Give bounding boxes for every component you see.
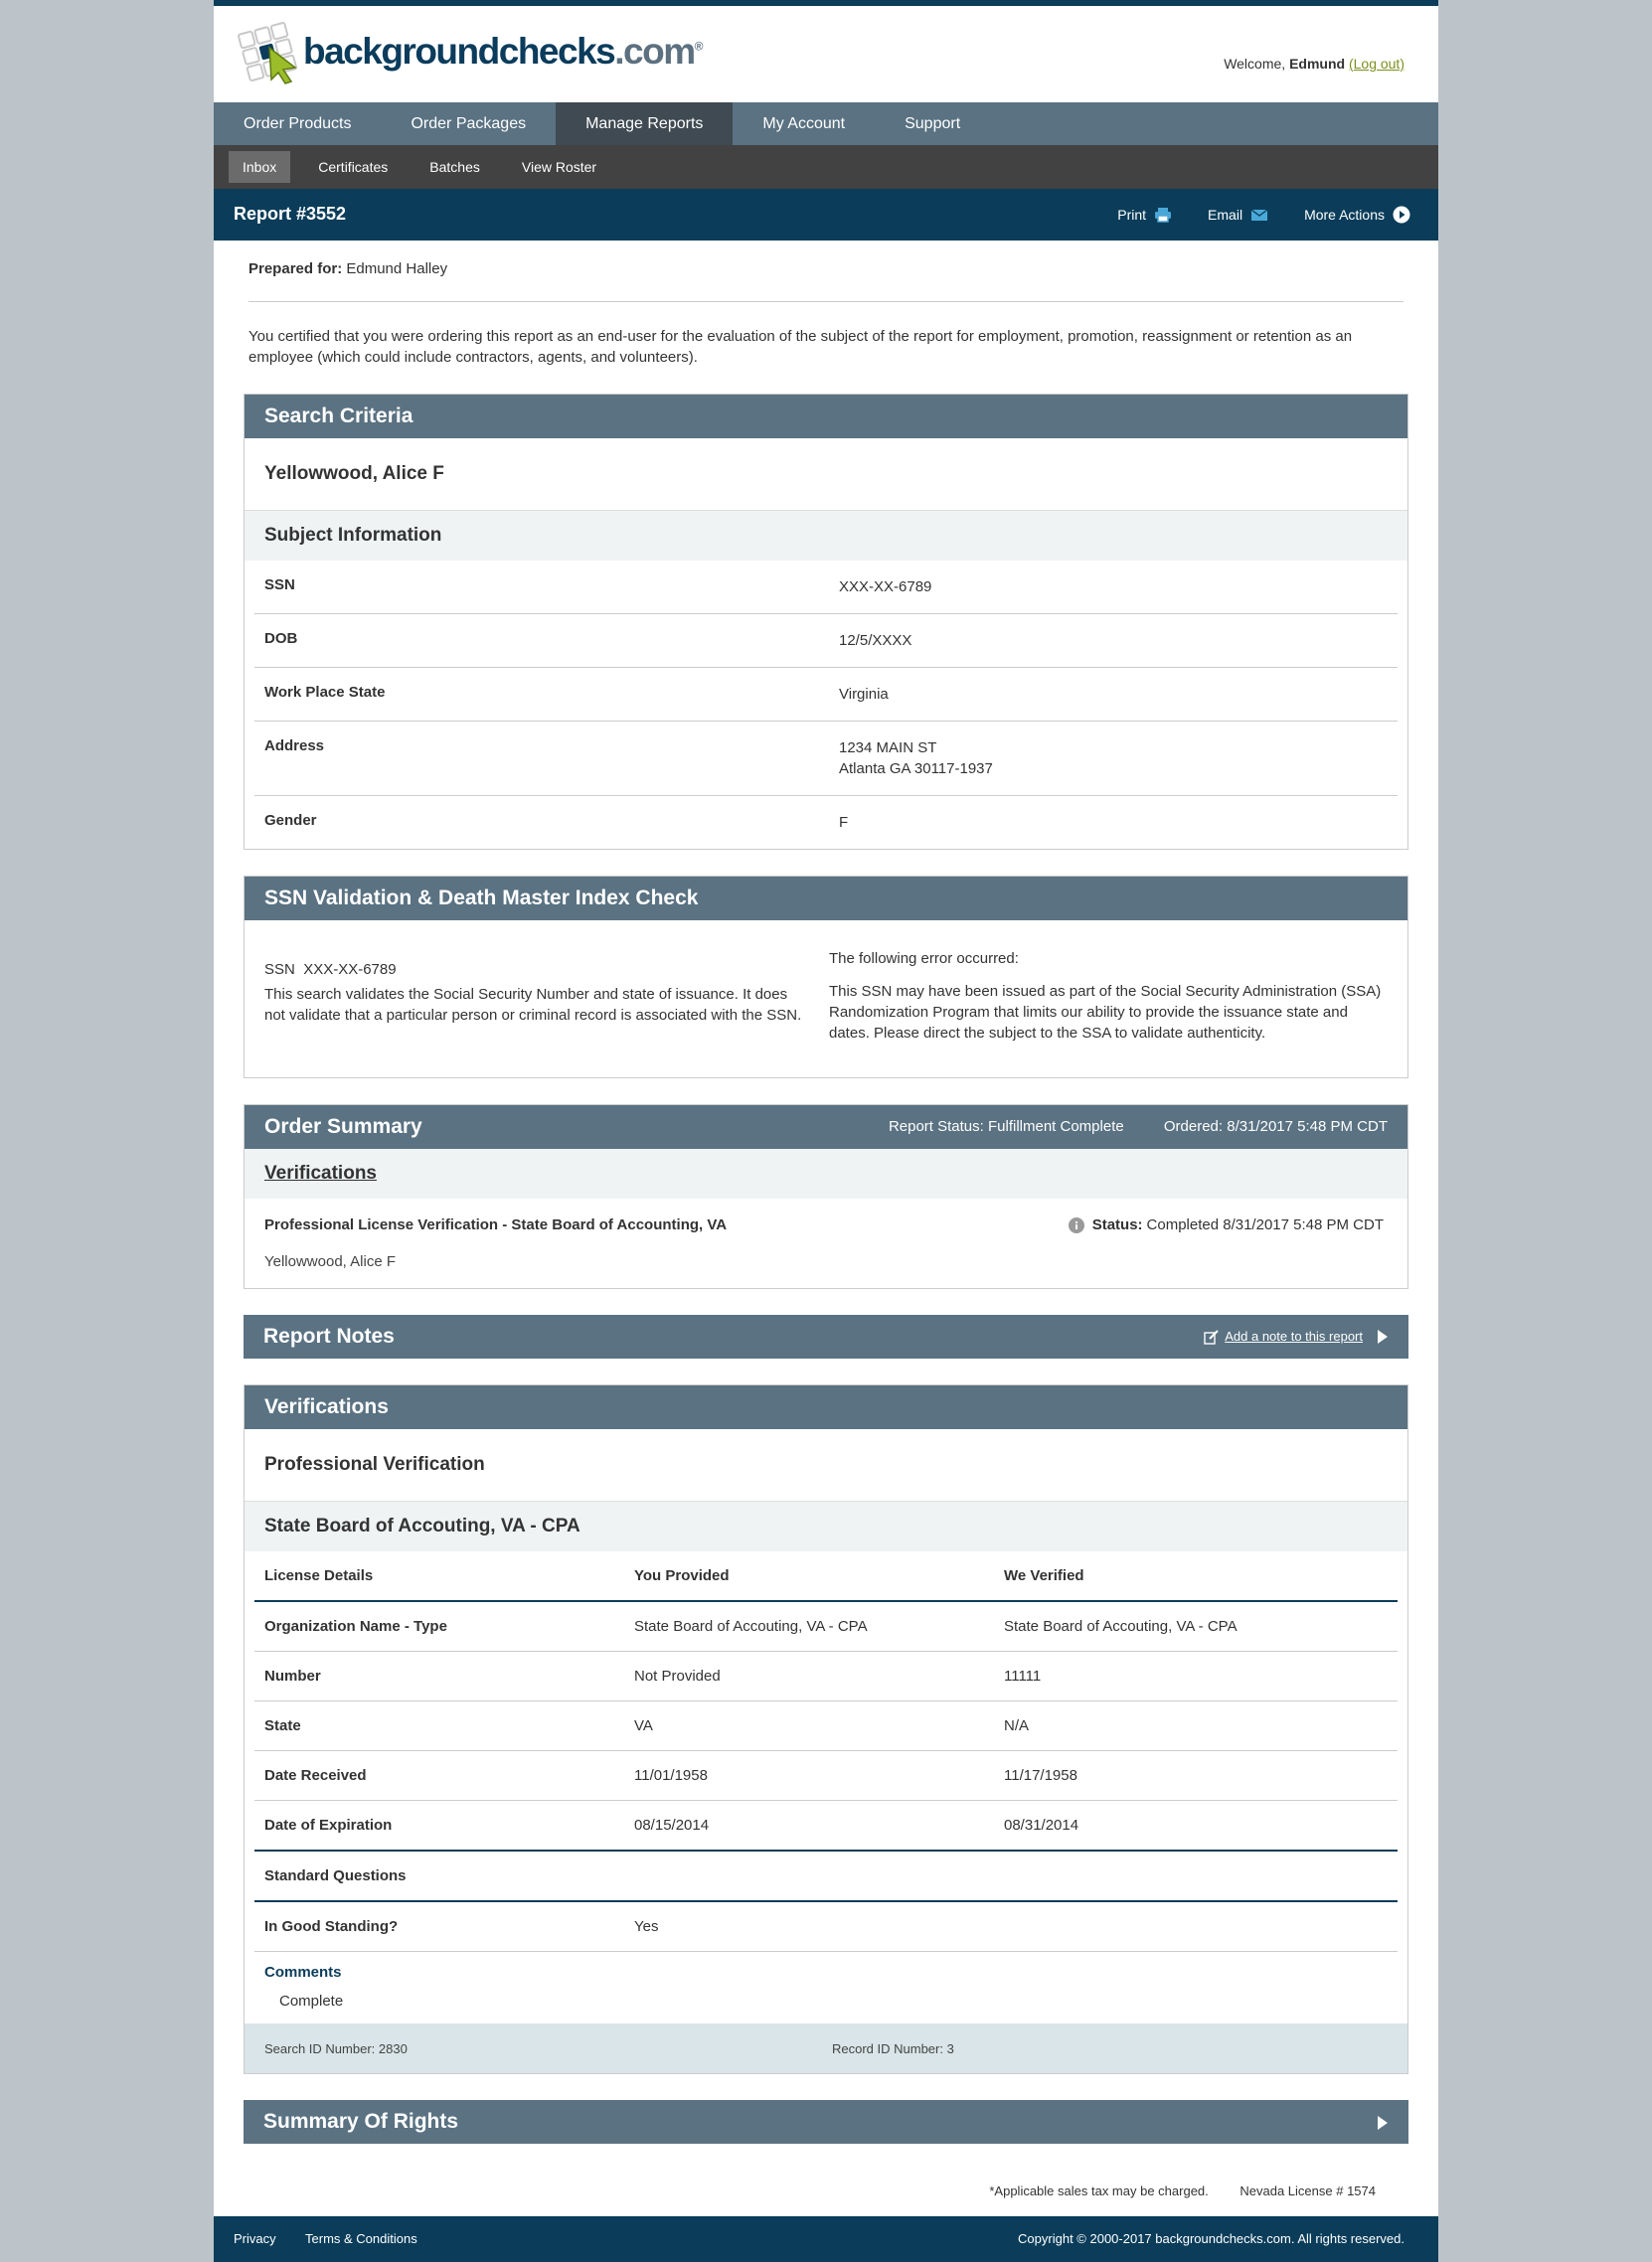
ssn-validation-panel (244, 876, 1408, 1078)
footer-links (234, 2231, 443, 2246)
address-line-1: 1234 MAIN ST (839, 739, 937, 756)
field-value: F (839, 814, 849, 831)
table-cell: Not Provided (634, 1668, 721, 1685)
order-summary-title: Order Summary (264, 1115, 422, 1138)
ssn-validation-header: SSN Validation & Death Master Index Check (245, 877, 1407, 920)
report-status: Report Status: Fulfillment Complete (888, 1118, 1124, 1135)
order-item-top (264, 1216, 1384, 1233)
copyright: Copyright © 2000-2017 backgroundchecks.com. All rights reserved. (1018, 2231, 1404, 2246)
order-item-subject: Yellowwood, Alice F (264, 1253, 397, 1270)
more-actions-button[interactable] (1304, 206, 1410, 224)
report-bar (214, 189, 1438, 241)
table-row (254, 1652, 1398, 1701)
good-standing-label: In Good Standing? (264, 1918, 399, 1935)
subject-row-gender (254, 796, 1398, 849)
edit-note-icon (1204, 1330, 1219, 1345)
prepared-for-name: Edmund Halley (346, 260, 448, 277)
nav-order-products[interactable]: Order Products (244, 115, 352, 132)
order-item (245, 1199, 1407, 1288)
record-id: Record ID Number: 3 (832, 2040, 954, 2056)
field-label: Gender (264, 812, 317, 829)
logo[interactable] (234, 18, 702, 85)
logo-registered-mark: ® (694, 39, 702, 54)
triangle-right-icon[interactable] (1377, 2115, 1389, 2131)
search-criteria-header: Search Criteria (245, 395, 1407, 438)
ids-bar (245, 2023, 1407, 2073)
table-header-row (254, 1551, 1398, 1602)
verifications-header: Verifications (245, 1385, 1407, 1429)
printer-icon (1154, 207, 1172, 223)
report-notes-title: Report Notes (263, 1325, 395, 1348)
table-cell: State (264, 1717, 301, 1734)
privacy-link[interactable]: Privacy (234, 2231, 276, 2246)
report-title: Report #3552 (234, 204, 347, 224)
email-button[interactable] (1208, 206, 1268, 224)
table-cell: VA (634, 1717, 653, 1734)
more-actions-label: More Actions (1304, 207, 1385, 223)
subject-row-ssn (254, 561, 1398, 614)
order-summary-panel (244, 1104, 1408, 1289)
ssn-value: XXX-XX-6789 (303, 961, 397, 978)
welcome-prefix: Welcome, (1224, 56, 1286, 72)
table-row (254, 1701, 1398, 1751)
order-item-name: Professional License Verification - State Board of Accounting, VA (264, 1216, 728, 1233)
summary-of-rights-title: Summary Of Rights (263, 2110, 459, 2133)
table-cell: Organization Name - Type (264, 1618, 447, 1635)
field-value (839, 737, 1388, 779)
tax-note: *Applicable sales tax may be charged. (989, 2183, 1209, 2198)
error-title: The following error occurred: (829, 950, 1019, 967)
nav-manage-reports[interactable]: Manage Reports (556, 102, 733, 145)
field-value: Virginia (839, 686, 889, 703)
column-header: We Verified (1004, 1567, 1084, 1584)
table-cell: Date Received (264, 1767, 367, 1784)
logo-main-text: backgroundchecks (303, 31, 615, 72)
verifications-subheader (245, 1149, 1407, 1199)
verifications-link[interactable]: Verifications (264, 1163, 377, 1184)
user-name: Edmund (1289, 56, 1346, 72)
column-header: You Provided (634, 1567, 730, 1584)
search-criteria-panel (244, 394, 1408, 850)
license-note: Nevada License # 1574 (1239, 2183, 1376, 2198)
table-cell: N/A (1004, 1717, 1030, 1734)
footer (214, 2216, 1438, 2262)
order-summary-header (245, 1105, 1407, 1149)
field-value: XXX-XX-6789 (839, 578, 932, 595)
logo-suffix-text: .com (614, 31, 695, 72)
table-row (254, 1801, 1398, 1852)
logo-icon (234, 18, 301, 85)
order-item-status (1069, 1216, 1384, 1233)
add-note-link[interactable]: Add a note to this report (1225, 1329, 1363, 1344)
license-table (254, 1551, 1398, 1952)
subnav-certificates[interactable]: Certificates (318, 159, 389, 175)
table-cell: 11/17/1958 (1004, 1767, 1077, 1784)
good-standing-value: Yes (634, 1918, 659, 1935)
header (214, 6, 1438, 102)
info-icon[interactable] (1069, 1217, 1084, 1233)
nav-support[interactable]: Support (905, 115, 961, 132)
table-cell: State Board of Accouting, VA - CPA (634, 1618, 868, 1635)
address-line-2: Atlanta GA 30117-1937 (839, 760, 993, 777)
logout-link[interactable]: (Log out) (1348, 56, 1404, 72)
board-title: State Board of Accouting, VA - CPA (245, 1502, 1407, 1551)
ssn-validation-right (829, 948, 1388, 1044)
field-value: 12/5/XXXX (839, 632, 912, 649)
nav-my-account[interactable]: My Account (762, 115, 846, 132)
subnav-batches[interactable]: Batches (429, 159, 480, 175)
subject-row-workplace-state (254, 668, 1398, 722)
envelope-icon (1250, 209, 1268, 222)
subject-row-dob (254, 614, 1398, 668)
table-cell: 11/01/1958 (634, 1767, 708, 1784)
ordered-date: Ordered: 8/31/2017 5:48 PM CDT (1163, 1118, 1388, 1135)
field-label: SSN (264, 576, 295, 593)
ssn-validation-description: This search validates the Social Security Number and state of issuance. It does not validate that a particular person or criminal record is associated with the SSN. (264, 986, 802, 1024)
report-notes-panel (244, 1315, 1408, 1359)
prepared-for-label: Prepared for: (248, 260, 343, 277)
standard-questions-row (254, 1852, 1398, 1902)
print-label: Print (1117, 207, 1147, 223)
error-text: This SSN may have been issued as part of the Social Security Administration (SSA) Randomization Program that limits our ability to provide the issuance state and dates. Please direct the subject to the SSA to validate authenticity. (829, 983, 1382, 1042)
report-notes-header (244, 1315, 1408, 1359)
certification-text: You certified that you were ordering this report as an end-user for the evaluation of the subject of the report for employment, promotion, reassignment or retention as an employee (which could include contractors, agents, and volunteers). (248, 328, 1353, 366)
table-cell: 08/15/2014 (634, 1817, 710, 1834)
table-cell: State Board of Accouting, VA - CPA (1004, 1618, 1238, 1635)
print-button[interactable] (1117, 206, 1172, 224)
ssn-validation-body (245, 920, 1407, 1077)
table-cell: 08/31/2014 (1004, 1817, 1079, 1834)
field-label: DOB (264, 630, 298, 647)
summary-of-rights-panel[interactable] (244, 2100, 1408, 2144)
summary-of-rights-header[interactable] (244, 2100, 1408, 2144)
report-content (214, 241, 1438, 2198)
standard-questions-label: Standard Questions (264, 1867, 407, 1884)
terms-link[interactable]: Terms & Conditions (305, 2231, 417, 2246)
footnote (244, 2144, 1408, 2198)
welcome-message (1224, 56, 1404, 72)
field-label: Work Place State (264, 684, 386, 701)
logo-wordmark (303, 31, 702, 73)
verifications-panel (244, 1384, 1408, 2074)
subnav-view-roster[interactable]: View Roster (521, 159, 597, 175)
triangle-right-icon[interactable] (1377, 1329, 1389, 1345)
table-cell: Date of Expiration (264, 1817, 393, 1834)
table-row (254, 1602, 1398, 1652)
main-nav (214, 102, 1438, 145)
status-value: Completed 8/31/2017 5:48 PM CDT (1146, 1216, 1384, 1233)
table-cell: 11111 (1004, 1668, 1042, 1685)
add-note-control[interactable] (1204, 1315, 1389, 1359)
subnav-inbox[interactable]: Inbox (229, 151, 290, 183)
subject-info-title: Subject Information (245, 511, 1407, 561)
comments-label: Comments (264, 1964, 342, 1981)
circle-arrow-right-icon (1393, 206, 1410, 224)
table-cell: Number (264, 1668, 321, 1685)
order-summary-meta (853, 1105, 1388, 1149)
sub-nav (214, 145, 1438, 189)
status-label: Status: (1091, 1216, 1143, 1233)
report-actions (1081, 206, 1410, 224)
professional-verification-title: Professional Verification (245, 1429, 1407, 1502)
nav-order-packages[interactable]: Order Packages (411, 115, 527, 132)
ssn-label: SSN (264, 961, 295, 978)
search-id: Search ID Number: 2830 (264, 2040, 408, 2056)
page (214, 0, 1438, 2262)
subject-row-address (254, 722, 1398, 796)
ssn-validation-left (264, 948, 829, 1044)
comments-value: Complete (279, 1993, 344, 2010)
field-label: Address (264, 737, 325, 754)
prepared-for (244, 241, 1408, 277)
table-row (254, 1751, 1398, 1801)
good-standing-row (254, 1902, 1398, 1952)
column-header: License Details (264, 1567, 374, 1584)
subject-name: Yellowwood, Alice F (245, 438, 1407, 511)
email-label: Email (1208, 207, 1243, 223)
comments-section (245, 1952, 1407, 2023)
ssn-line (264, 959, 829, 980)
